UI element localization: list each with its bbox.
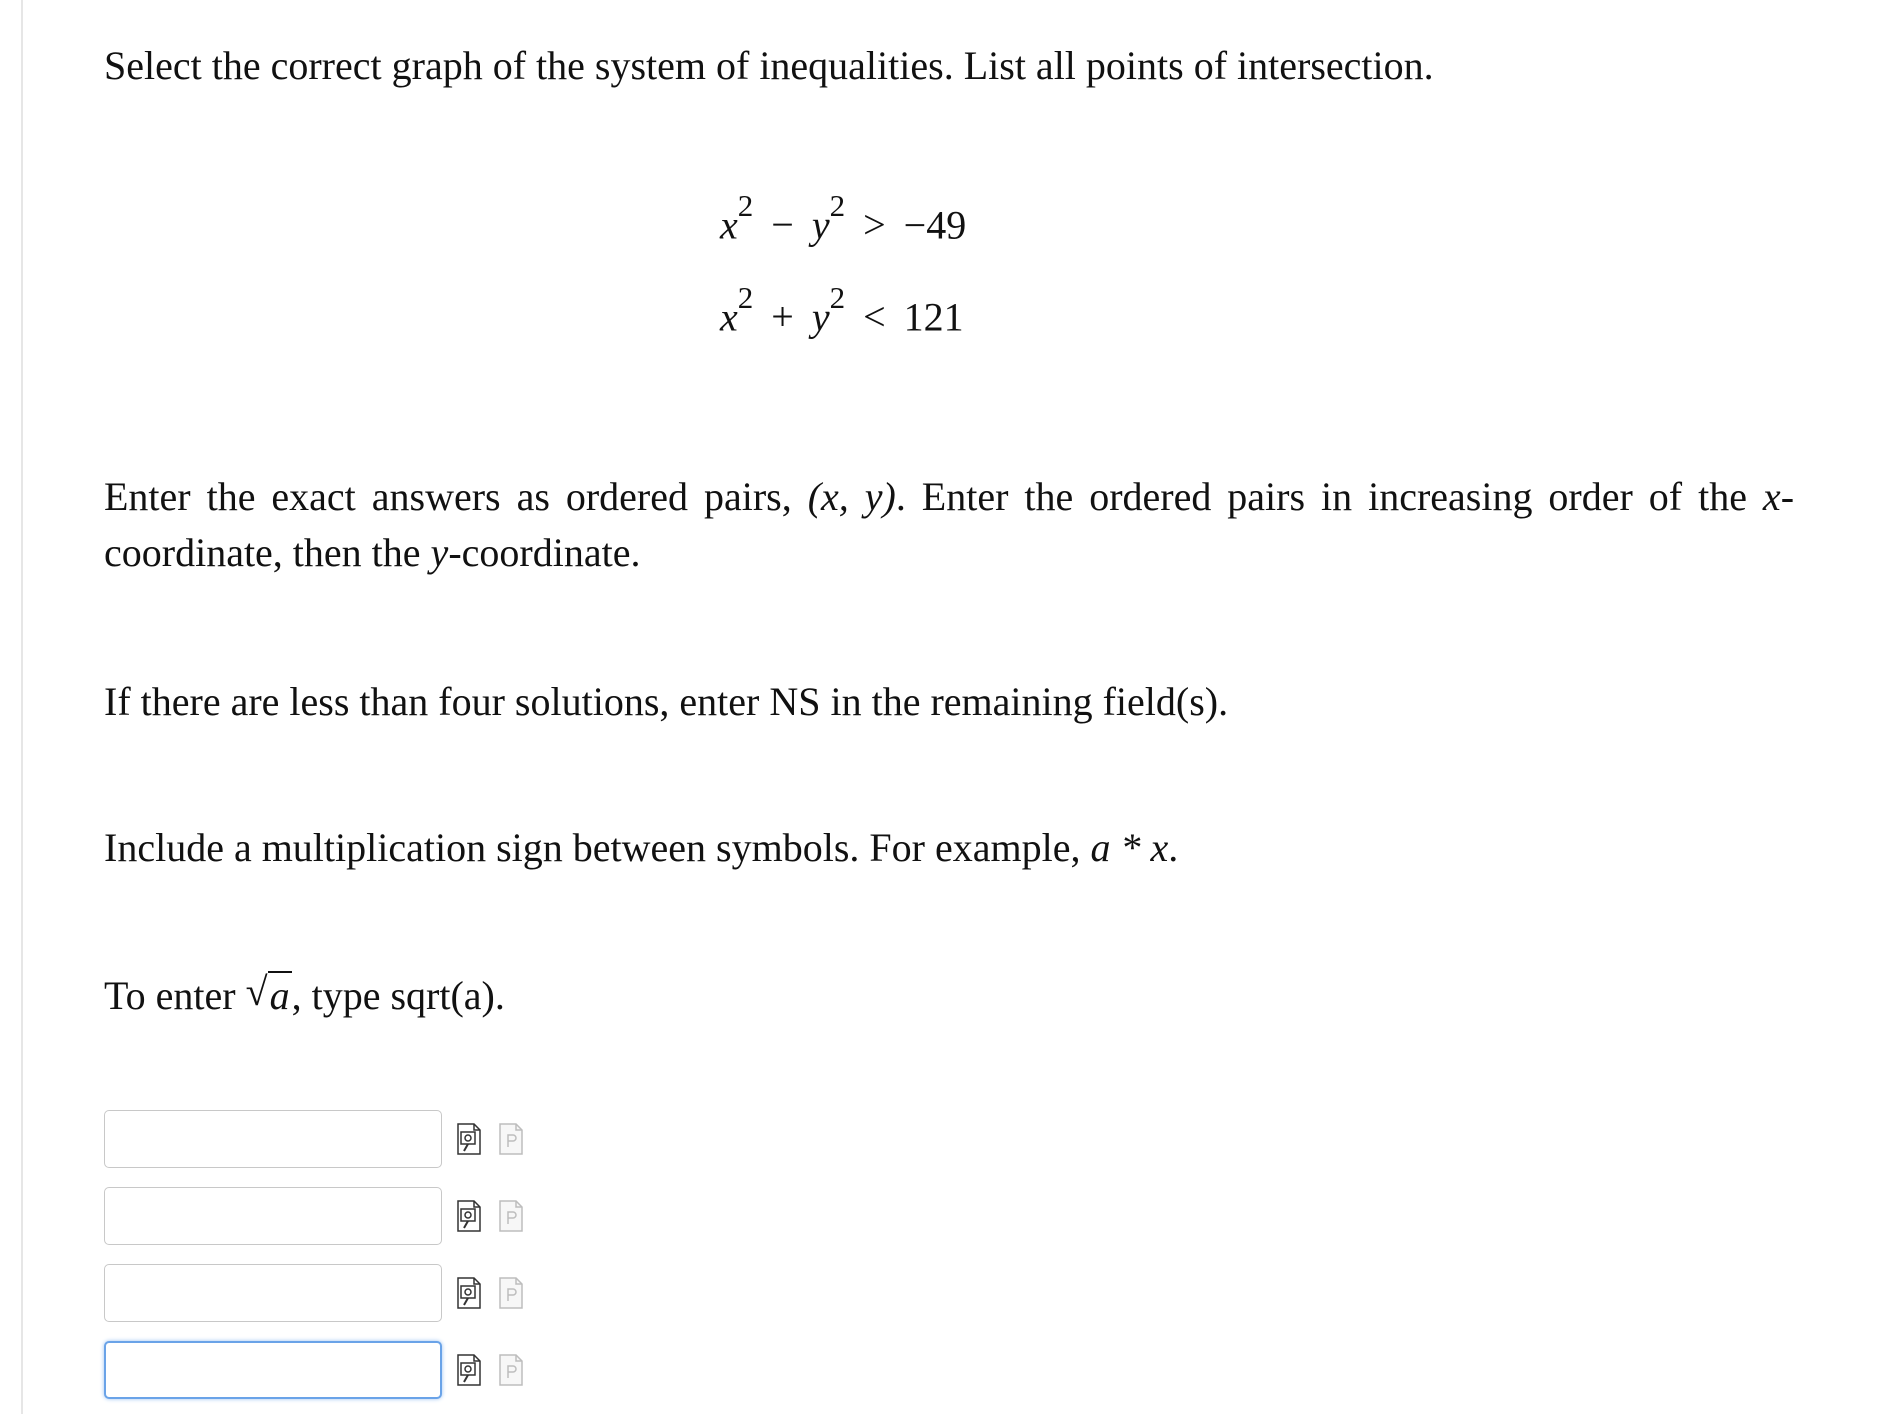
ineq2-exp-y: 2 xyxy=(829,280,846,315)
ineq1-rhs: −49 xyxy=(903,202,967,248)
ineq2-var-y: y xyxy=(811,294,830,340)
sqrt-text-2: , type sqrt(a). xyxy=(291,973,505,1018)
preview-answer-icon[interactable] xyxy=(455,1200,483,1232)
ns-instruction: If there are less than four solutions, enter NS in the remaining field(s). xyxy=(104,679,1229,724)
ordered-pairs-text-4: -coordinate. xyxy=(448,530,641,575)
answer-input-4[interactable] xyxy=(104,1341,442,1399)
sqrt-text-1: To enter xyxy=(104,973,246,1018)
multiplication-text-1: Include a multiplication sign between symbols. For example, xyxy=(104,825,1091,870)
ineq2-operator: + xyxy=(771,294,794,340)
radical-sign: √ xyxy=(245,969,268,1014)
syntax-help-icon[interactable] xyxy=(497,1200,525,1232)
multiplication-text-2: . xyxy=(1168,825,1179,870)
sqrt-example xyxy=(246,968,292,1024)
ineq1-exp-y: 2 xyxy=(829,188,846,223)
multiplication-example: a * x xyxy=(1090,825,1169,870)
ineq2-rhs: 121 xyxy=(903,294,964,340)
inequality-1 xyxy=(720,188,967,248)
ineq1-exp-x: 2 xyxy=(737,188,754,223)
ordered-pairs-text-2: . Enter the ordered pairs in increasing order of the xyxy=(895,474,1763,519)
sqrt-radicand: a xyxy=(269,973,290,1018)
content-left-border xyxy=(21,0,23,1414)
ineq2-relation: < xyxy=(863,294,886,340)
syntax-help-icon[interactable] xyxy=(497,1354,525,1386)
syntax-help-icon[interactable] xyxy=(497,1277,525,1309)
preview-answer-icon[interactable] xyxy=(455,1354,483,1386)
ineq1-var-y: y xyxy=(811,202,830,248)
inequality-2 xyxy=(720,280,964,340)
preview-answer-icon[interactable] xyxy=(455,1277,483,1309)
answer-input-3[interactable] xyxy=(104,1264,442,1322)
ineq2-var-x: x xyxy=(720,294,738,340)
ordered-pairs-y: y xyxy=(430,530,449,575)
syntax-help-icon[interactable] xyxy=(497,1123,525,1155)
ineq1-operator: − xyxy=(771,202,794,248)
multiplication-instruction xyxy=(104,820,1178,876)
ordered-pairs-text-1: Enter the exact answers as ordered pairs, xyxy=(104,474,808,519)
answer-input-2[interactable] xyxy=(104,1187,442,1245)
ineq1-relation: > xyxy=(863,202,886,248)
question-prompt: Select the correct graph of the system of inequalities. List all points of intersection. xyxy=(104,43,1434,88)
ordered-pairs-instruction xyxy=(104,469,1794,581)
ineq1-var-x: x xyxy=(720,202,738,248)
ordered-pairs-text-3: -coordinate, then the xyxy=(104,474,1795,575)
preview-answer-icon[interactable] xyxy=(455,1123,483,1155)
ineq2-exp-x: 2 xyxy=(737,280,754,315)
answer-input-1[interactable] xyxy=(104,1110,442,1168)
sqrt-instruction xyxy=(104,968,505,1024)
ordered-pairs-x: x xyxy=(1762,474,1781,519)
ordered-pairs-math: (x, y) xyxy=(807,474,896,519)
